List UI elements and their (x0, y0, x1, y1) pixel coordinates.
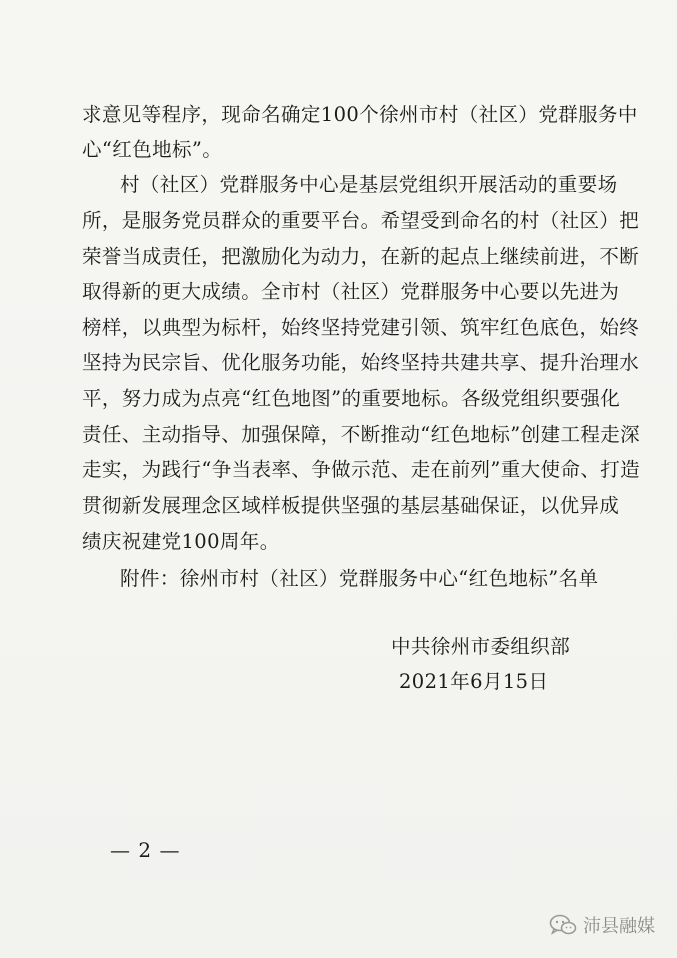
attachment-line: 附件：徐州市村（社区）党群服务中心“红色地标”名单 (120, 567, 599, 590)
body-text-line: 取得新的更大成绩。全市村（社区）党群服务中心要以先进为 (82, 280, 620, 303)
body-text-line: 村（社区）党群服务中心是基层党组织开展活动的重要场 (120, 173, 618, 196)
body-text-line: 心“红色地标”。 (82, 138, 223, 161)
body-text-line: 走实，为践行“争当表率、争做示范、走在前列”重大使命、打造 (82, 458, 641, 481)
body-text-line: 求意见等程序，现命名确定100个徐州市村（社区）党群服务中 (82, 103, 638, 126)
watermark (549, 912, 655, 938)
body-text-line: 贯彻新发展理念区域样板提供坚强的基层基础保证，以优异成 (82, 494, 620, 517)
body-text-line: 荣誉当成责任，把激励化为动力，在新的起点上继续前进，不断 (82, 245, 640, 268)
body-text-line: 坚持为民宗旨、优化服务功能，始终坚持共建共享、提升治理水 (82, 351, 640, 374)
page-number: — 2 — (110, 838, 181, 862)
signature-date: 2021年6月15日 (399, 670, 549, 693)
signature-organization: 中共徐州市委组织部 (391, 635, 571, 658)
body-text-line: 所，是服务党员群众的重要平台。希望受到命名的村（社区）把 (82, 209, 640, 232)
body-text-line: 平，努力成为点亮“红色地图”的重要地标。各级党组织要强化 (82, 387, 621, 410)
body-text-line: 责任、主动指导、加强保障，不断推动“红色地标”创建工程走深 (82, 423, 641, 446)
body-text-line: 绩庆祝建党100周年。 (82, 530, 280, 553)
body-text-line: 榜样，以典型为标杆，始终坚持党建引领、筑牢红色底色，始终 (82, 316, 640, 339)
watermark-text: 沛县融媒 (583, 916, 655, 937)
wechat-icon (549, 914, 577, 936)
